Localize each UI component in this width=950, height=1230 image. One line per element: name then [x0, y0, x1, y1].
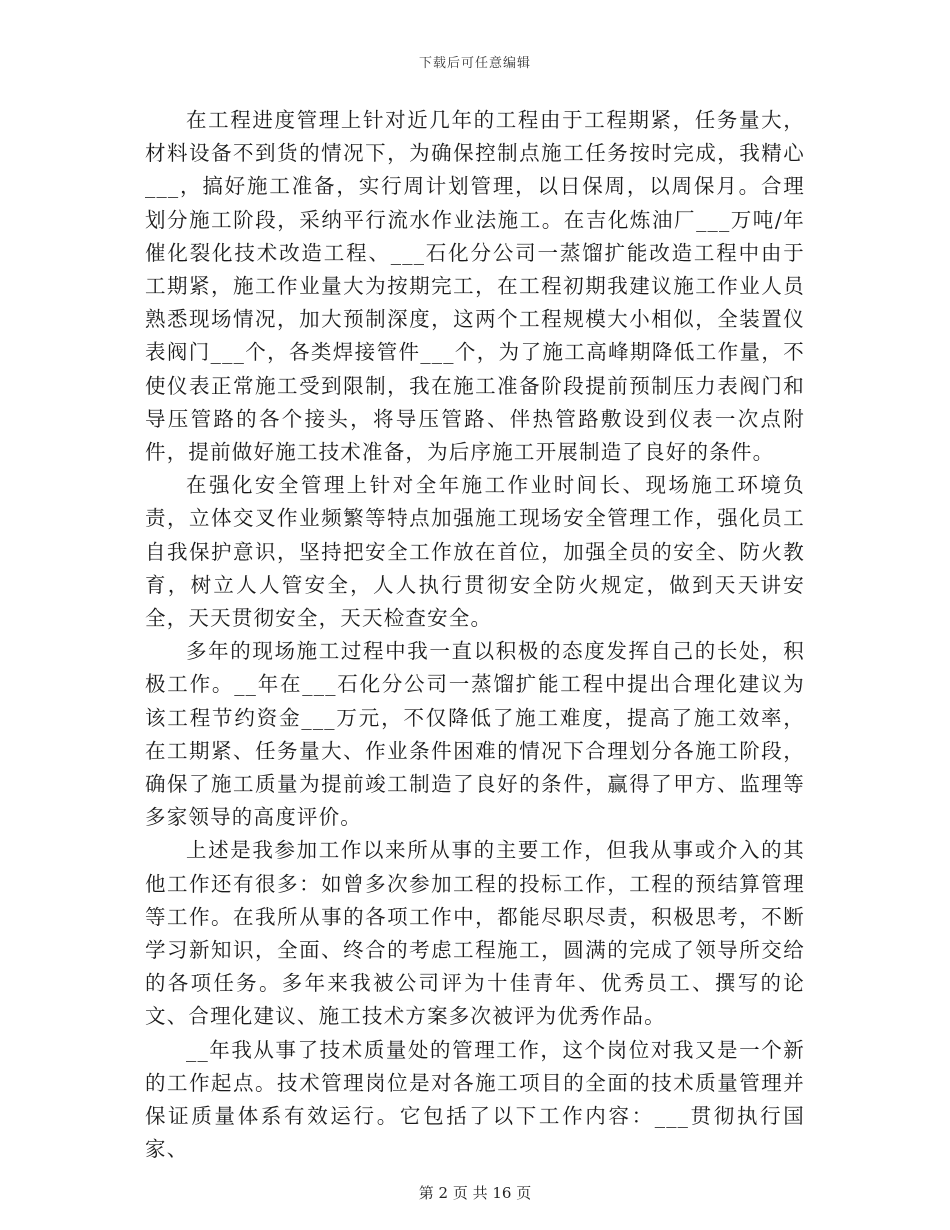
document-body — [145, 104, 805, 1167]
paragraph-technical-quality: __年我从事了技术质量处的管理工作，这个岗位对我又是一个新的工作起点。技术管理岗位是对各施工项目的全面的技术质量管理并保证质量体系有效运行。它包括了以下工作内容：___贯彻执行国家、 — [145, 1037, 805, 1162]
paragraph-schedule-management: 在工程进度管理上针对近几年的工程由于工程期紧，任务量大，材料设备不到货的情况下，为确保控制点施工任务按时完成，我精心___，搞好施工准备，实行周计划管理，以日保周，以周保月。合理划分施工阶段，采纳平行流水作业法施工。在吉化炼油厂___万吨/年催化裂化技术改造工程、___石化分公司一蒸馏扩能改造工程中由于工期紧，施工作业量大为按期完工，在工程初期我建议施工作业人员熟悉现场情况，加大预制深度，这两个工程规模大小相似，全装置仪表阀门___个，各类焊接管件___个，为了施工高峰期降低工作量，不使仪表正常施工受到限制，我在施工准备阶段提前预制压力表阀门和导压管路的各个接头，将导压管路、伴热管路敷设到仪表一次点附件，提前做好施工技术准备，为后序施工开展制造了良好的条件。 — [145, 108, 805, 465]
paragraph-safety-management: 在强化安全管理上针对全年施工作业时间长、现场施工环境负责，立体交叉作业频繁等特点加强施工现场安全管理工作，强化员工自我保护意识，坚持把安全工作放在首位，加强全员的安全、防火教育，树立人人管安全，人人执行贯彻安全防火规定，做到天天讲安全，天天贯彻安全，天天检查安全。 — [145, 473, 805, 631]
page-header: 下载后可任意编辑 — [418, 56, 531, 71]
page-number: 第 2 页 共 16 页 — [418, 1184, 532, 1202]
paragraph-other-work: 上述是我参加工作以来所从事的主要工作，但我从事或介入的其他工作还有很多：如曾多次参加工程的投标工作，工程的预结算管理等工作。在我所从事的各项工作中，都能尽职尽责，积极思考，不断学习新知识，全面、终合的考虑工程施工，圆满的完成了领导所交给的各项任务。多年来我被公司评为十佳青年、优秀员工、撰写的论文、合理化建议、施工技术方案多次被评为优秀作品。 — [145, 838, 805, 1029]
paragraph-site-construction: 多年的现场施工过程中我一直以积极的态度发挥自己的长处，积极工作。__年在___石化分公司一蒸馏扩能工程中提出合理化建议为该工程节约资金___万元，不仅降低了施工难度，提高了施工效率，在工期紧、任务量大、作业条件困难的情况下合理划分各施工阶段，确保了施工质量为提前竣工制造了良好的条件，赢得了甲方、监理等多家领导的高度评价。 — [145, 639, 805, 830]
